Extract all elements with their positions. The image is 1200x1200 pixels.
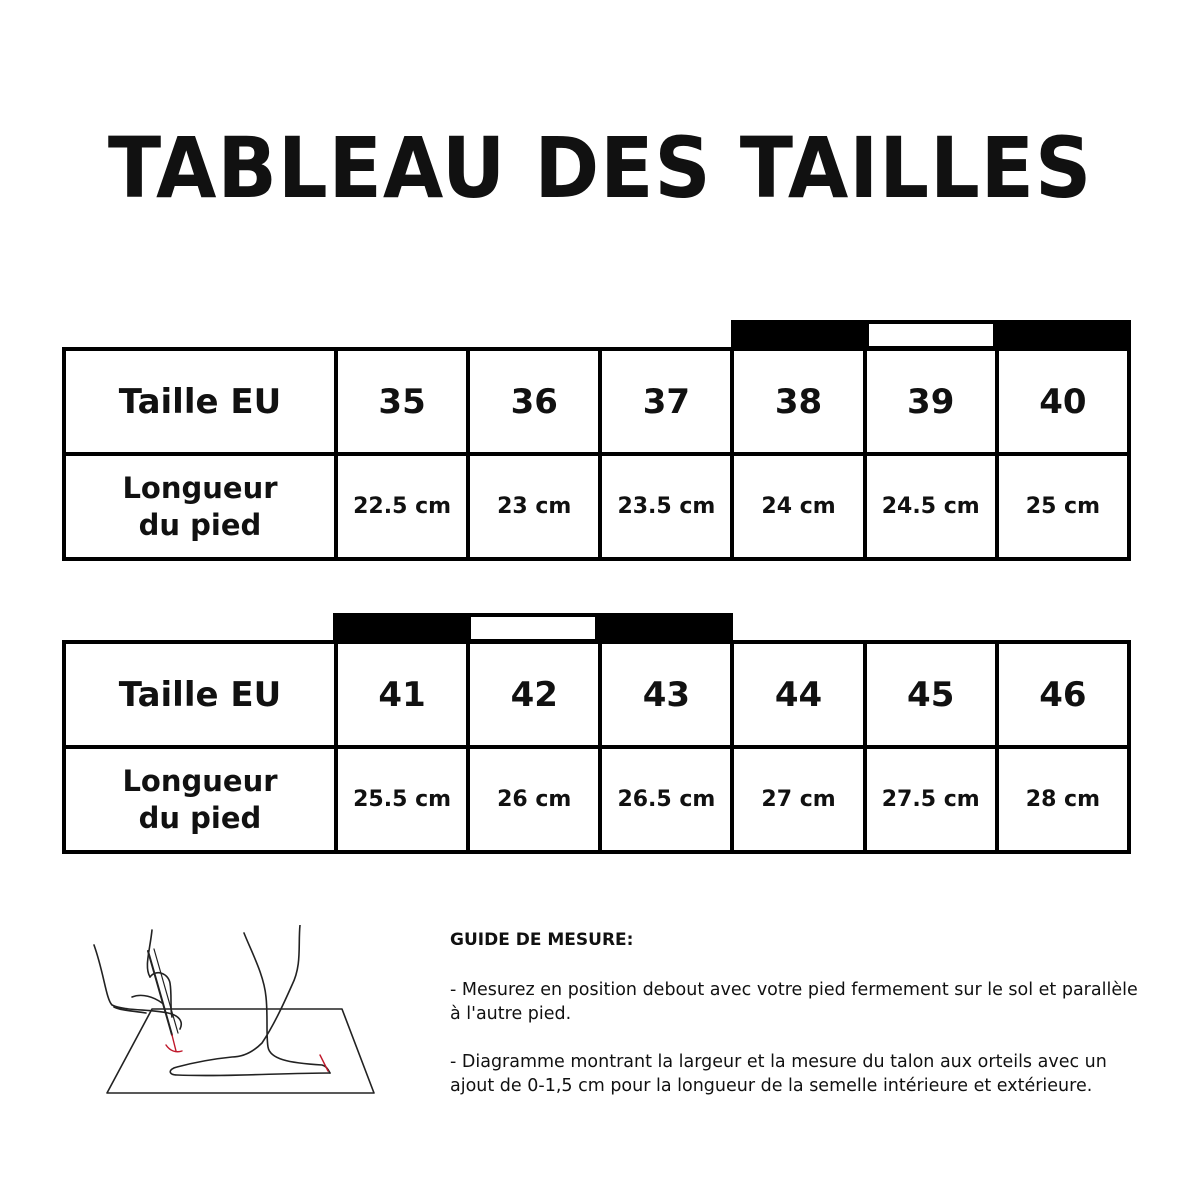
length-cell: 27.5 cm <box>865 747 997 852</box>
tab-marker-dark <box>997 320 1131 350</box>
size-cell: 38 <box>732 349 864 454</box>
length-cell: 25 cm <box>997 454 1129 559</box>
length-cell: 23 cm <box>468 454 600 559</box>
tab-marker-dark <box>599 613 733 643</box>
size-cell: 43 <box>600 642 732 747</box>
measurement-guide <box>450 928 1140 1122</box>
size-cell: 44 <box>732 642 864 747</box>
length-label-line2: du pied <box>138 800 262 835</box>
size-row-label: Taille EU <box>64 349 336 454</box>
length-label-line1: Longueur <box>122 470 278 505</box>
table-row-sizes <box>64 349 1129 454</box>
length-cell: 25.5 cm <box>336 747 468 852</box>
tab-marker-dark <box>731 320 865 350</box>
table-row-sizes <box>64 642 1129 747</box>
length-label-line1: Longueur <box>122 763 278 798</box>
table-row-lengths <box>64 454 1129 559</box>
guide-paragraph-2: - Diagramme montrant la largeur et la mesure du talon aux orteils avec un ajout de 0-1,5 cm pour la longueur de la semelle intérieure et extérieure. <box>450 1052 1107 1096</box>
size-cell: 39 <box>865 349 997 454</box>
length-row-label <box>64 454 336 559</box>
size-table-2 <box>62 640 1131 854</box>
length-cell: 26 cm <box>468 747 600 852</box>
length-cell: 23.5 cm <box>600 454 732 559</box>
size-cell: 42 <box>468 642 600 747</box>
tab-markers-1 <box>731 320 1131 350</box>
length-label-line2: du pied <box>138 507 262 542</box>
length-cell: 26.5 cm <box>600 747 732 852</box>
size-cell: 41 <box>336 642 468 747</box>
length-cell: 24.5 cm <box>865 454 997 559</box>
foot-measuring-illustration-icon <box>92 925 392 1105</box>
length-cell: 22.5 cm <box>336 454 468 559</box>
tab-markers-2 <box>333 613 733 643</box>
length-cell: 24 cm <box>732 454 864 559</box>
tab-marker-light <box>865 320 997 350</box>
guide-paragraph-1: - Mesurez en position debout avec votre pied fermement sur le sol et parallèle à l'autre pied. <box>450 980 1138 1024</box>
size-cell: 45 <box>865 642 997 747</box>
size-cell: 40 <box>997 349 1129 454</box>
size-cell: 46 <box>997 642 1129 747</box>
length-cell: 28 cm <box>997 747 1129 852</box>
length-row-label <box>64 747 336 852</box>
tab-marker-light <box>467 613 599 643</box>
guide-heading: GUIDE DE MESURE: <box>450 930 634 950</box>
length-cell: 27 cm <box>732 747 864 852</box>
size-row-label: Taille EU <box>64 642 336 747</box>
tab-marker-dark <box>333 613 467 643</box>
table-row-lengths <box>64 747 1129 852</box>
size-cell: 35 <box>336 349 468 454</box>
size-cell: 37 <box>600 349 732 454</box>
size-table-1 <box>62 347 1131 561</box>
page-title: TABLEAU DES TAILLES <box>107 119 1093 217</box>
size-cell: 36 <box>468 349 600 454</box>
